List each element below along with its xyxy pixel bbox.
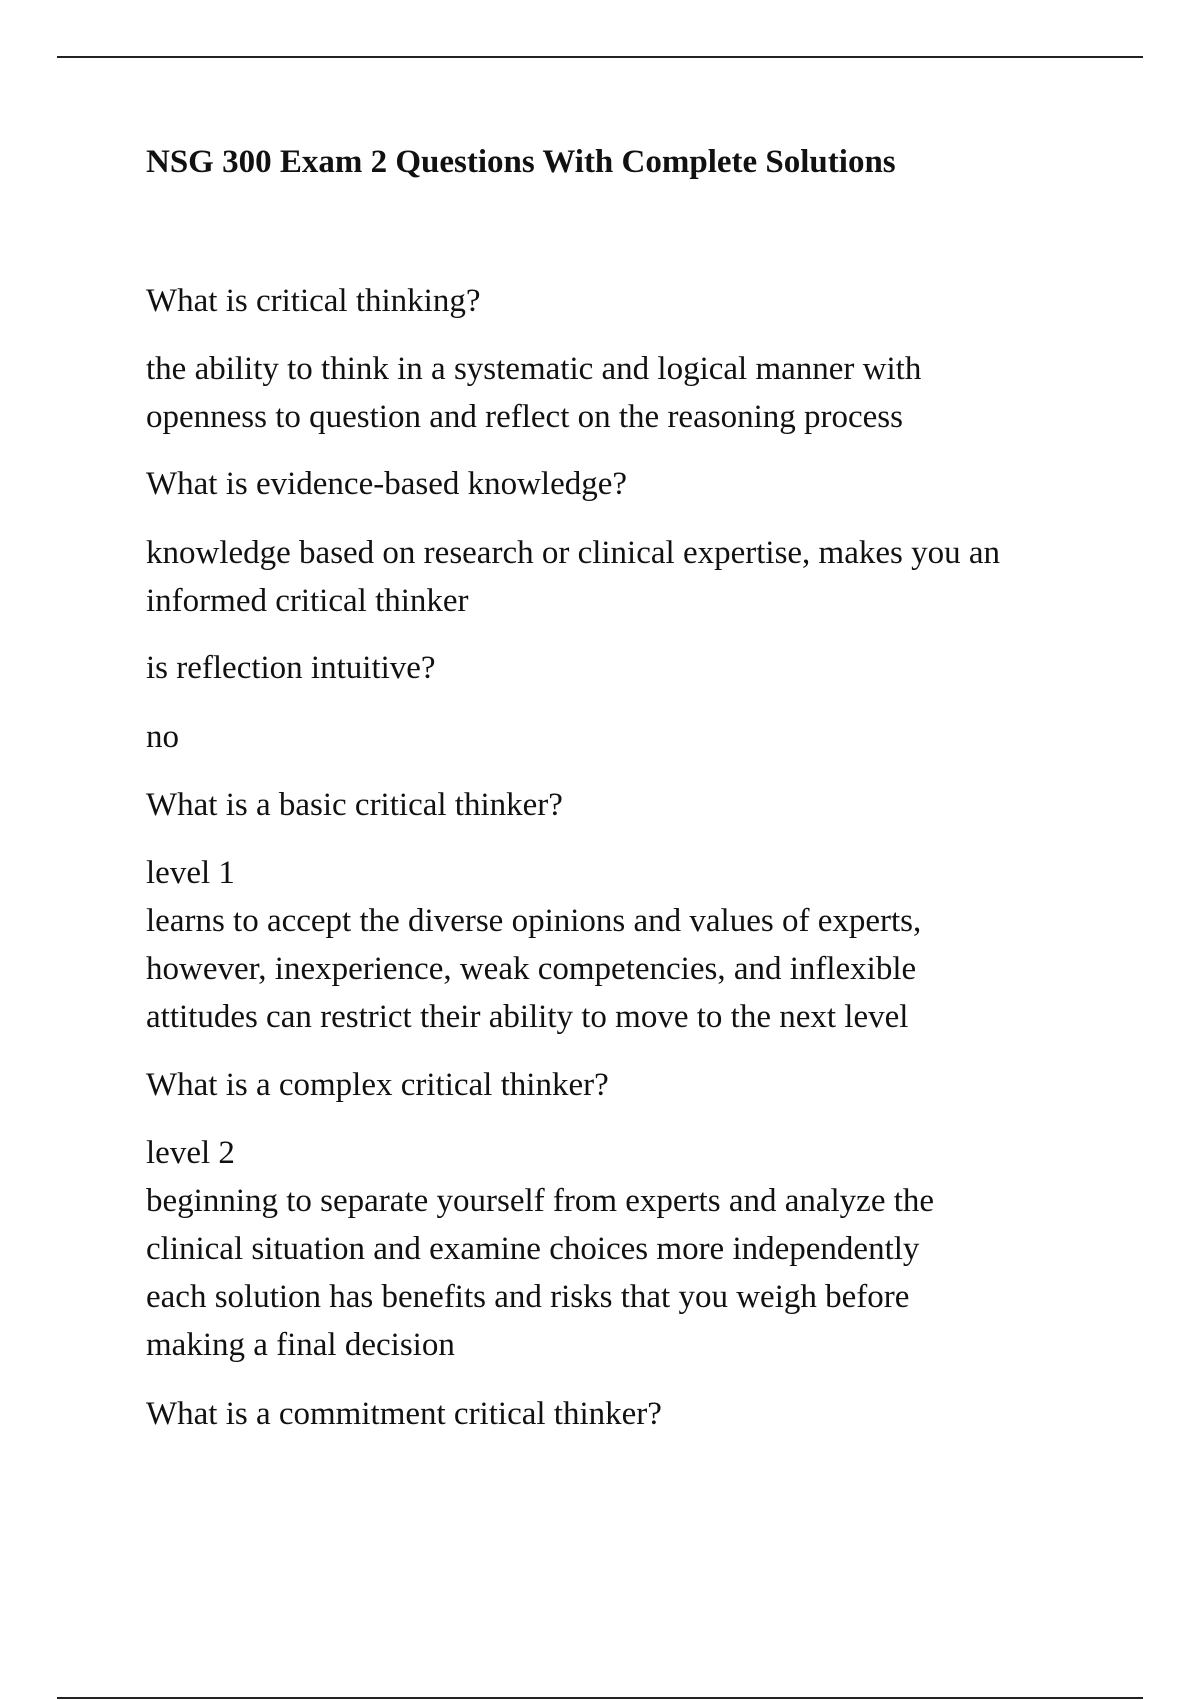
top-divider <box>57 56 1143 58</box>
question-complex-critical-thinker: What is a complex critical thinker? <box>146 1067 609 1103</box>
answer-complex-critical-thinker: level 2 beginning to separate yourself from experts and analyze the clinical situation and examine choices more independently each solution has benefits and risks that you weigh before making a final decision <box>146 1135 935 1363</box>
answer-critical-thinking: the ability to think in a systematic and logical manner with openness to question and reflect on the reasoning process <box>146 351 922 435</box>
document-title: NSG 300 Exam 2 Questions With Complete Solutions <box>146 144 896 180</box>
question-reflection-intuitive: is reflection intuitive? <box>146 650 436 686</box>
question-commitment-critical-thinker: What is a commitment critical thinker? <box>146 1396 662 1432</box>
answer-evidence-based-knowledge: knowledge based on research or clinical expertise, makes you an informed critical thinker <box>146 535 1001 619</box>
question-basic-critical-thinker: What is a basic critical thinker? <box>146 787 563 823</box>
bottom-divider <box>57 1697 1143 1699</box>
document-body <box>146 140 1106 1432</box>
answer-reflection-intuitive: no <box>146 719 179 755</box>
question-evidence-based-knowledge: What is evidence-based knowledge? <box>146 466 628 502</box>
answer-basic-critical-thinker: level 1 learns to accept the diverse opinions and values of experts, however, inexperience, weak competencies, and inflexible attitudes can restrict their ability to move to the next level <box>146 855 922 1035</box>
question-critical-thinking: What is critical thinking? <box>146 283 481 319</box>
